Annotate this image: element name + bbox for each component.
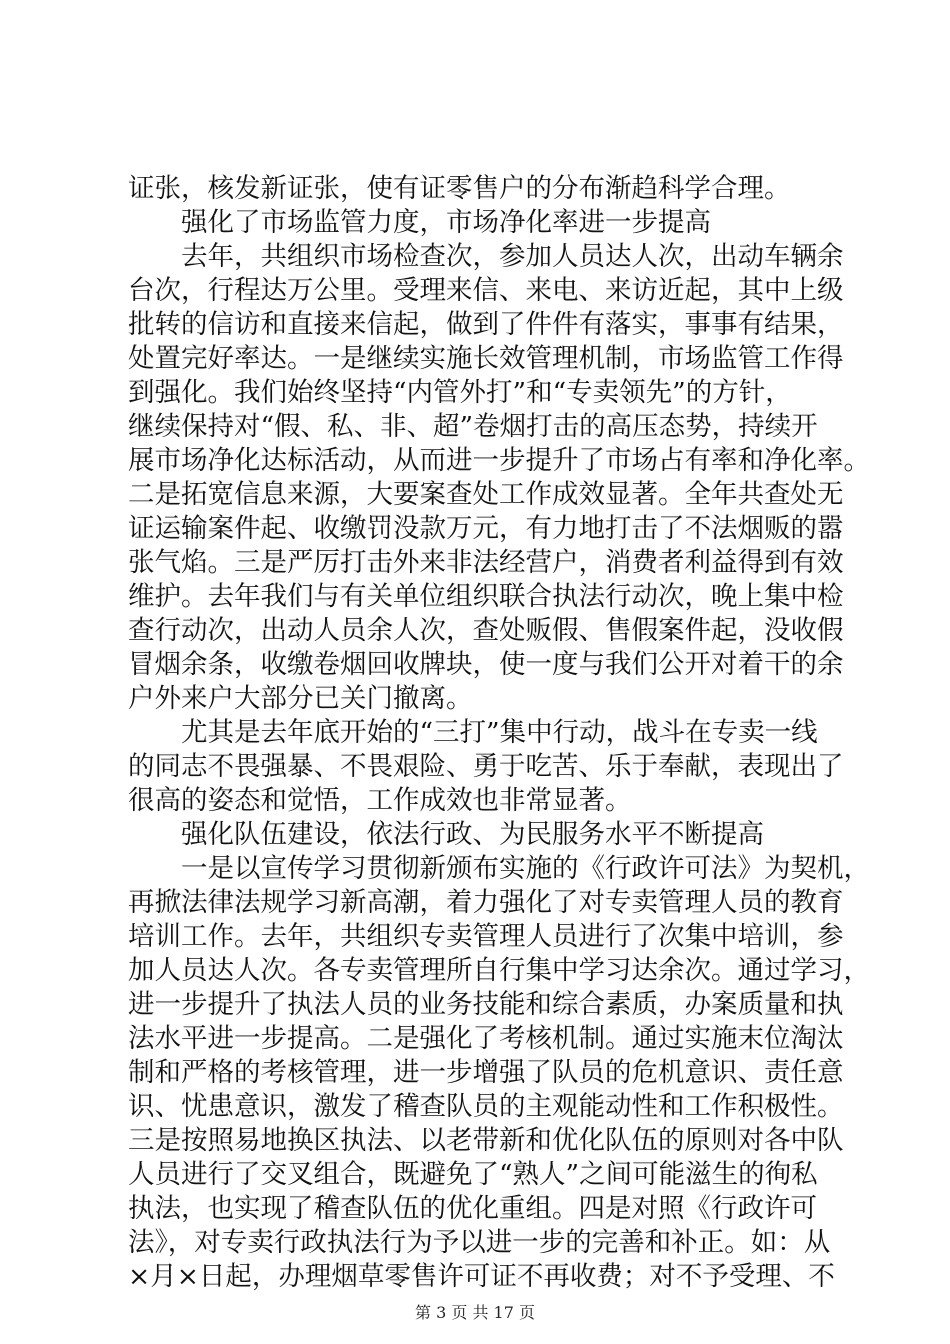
section-heading: 强化队伍建设，依法行政、为民服务水平不断提高 <box>128 819 764 850</box>
page-footer: 第 3 页 共 17 页 <box>415 1303 535 1322</box>
text-line: 户外来户大部分已关门撤离。 <box>128 683 473 714</box>
text-line: 尤其是去年底开始的“三打”集中行动，战斗在专卖一线 <box>128 717 818 748</box>
text-line: 三是按照易地换区执法、以老带新和优化队伍的原则对各中队 <box>128 1125 844 1156</box>
text-line: 制和严格的考核管理，进一步增强了队员的危机意识、责任意 <box>128 1057 844 1088</box>
text-line: 执法，也实现了稽查队伍的优化重组。四是对照《行政许可 <box>128 1193 817 1224</box>
text-line: 批转的信访和直接来信起，做到了件件有落实，事事有结果， <box>128 309 844 340</box>
text-line: ×月×日起，办理烟草零售许可证不再收费；对不予受理、不 <box>128 1261 835 1292</box>
text-line: 张气焰。三是严厉打击外来非法经营户，消费者利益得到有效 <box>128 547 844 578</box>
section-heading: 强化了市场监管力度，市场净化率进一步提高 <box>128 207 711 238</box>
text-line: 的同志不畏强暴、不畏艰险、勇于吃苦、乐于奉献，表现出了 <box>128 751 844 782</box>
text-line: 一是以宣传学习贯彻新颁布实施的《行政许可法》为契机， <box>128 853 870 884</box>
text-line: 查行动次，出动人员余人次，查处贩假、售假案件起，没收假 <box>128 615 844 646</box>
text-line: 展市场净化达标活动，从而进一步提升了市场占有率和净化率。 <box>128 445 870 476</box>
text-line: 到强化。我们始终坚持“内管外打”和“专卖领先”的方针， <box>128 377 792 408</box>
text-line: 法》，对专卖行政执法行为予以进一步的完善和补正。如：从 <box>128 1227 831 1258</box>
text-line: 人员进行了交叉组合，既避免了“熟人”之间可能滋生的徇私 <box>128 1159 818 1190</box>
text-line: 冒烟余条，收缴卷烟回收牌块，使一度与我们公开对着干的余 <box>128 649 844 680</box>
text-line: 处置完好率达。一是继续实施长效管理机制，市场监管工作得 <box>128 343 844 374</box>
text-line: 很高的姿态和觉悟，工作成效也非常显著。 <box>128 785 632 816</box>
text-line: 维护。去年我们与有关单位组织联合执法行动次，晚上集中检 <box>128 581 844 612</box>
text-line: 培训工作。去年，共组织专卖管理人员进行了次集中培训，参 <box>128 921 844 952</box>
text-line: 加人员达人次。各专卖管理所自行集中学习达余次。通过学习， <box>128 955 870 986</box>
text-line: 去年，共组织市场检查次，参加人员达人次，出动车辆余 <box>128 241 844 272</box>
text-line: 法水平进一步提高。二是强化了考核机制。通过实施末位淘汰 <box>128 1023 844 1054</box>
text-line: 证张，核发新证张，使有证零售户的分布渐趋科学合理。 <box>128 173 791 204</box>
text-line: 继续保持对“假、私、非、超”卷烟打击的高压态势，持续开 <box>128 411 818 442</box>
text-line: 进一步提升了执法人员的业务技能和综合素质，办案质量和执 <box>128 989 844 1020</box>
text-line: 再掀法律法规学习新高潮，着力强化了对专卖管理人员的教育 <box>128 887 844 918</box>
text-line: 证运输案件起、收缴罚没款万元，有力地打击了不法烟贩的嚣 <box>128 513 844 544</box>
text-line: 二是拓宽信息来源，大要案查处工作成效显著。全年共查处无 <box>128 479 844 510</box>
text-line: 识、忧患意识，激发了稽查队员的主观能动性和工作积极性。 <box>128 1091 844 1122</box>
text-line: 台次，行程达万公里。受理来信、来电、来访近起，其中上级 <box>128 275 844 306</box>
